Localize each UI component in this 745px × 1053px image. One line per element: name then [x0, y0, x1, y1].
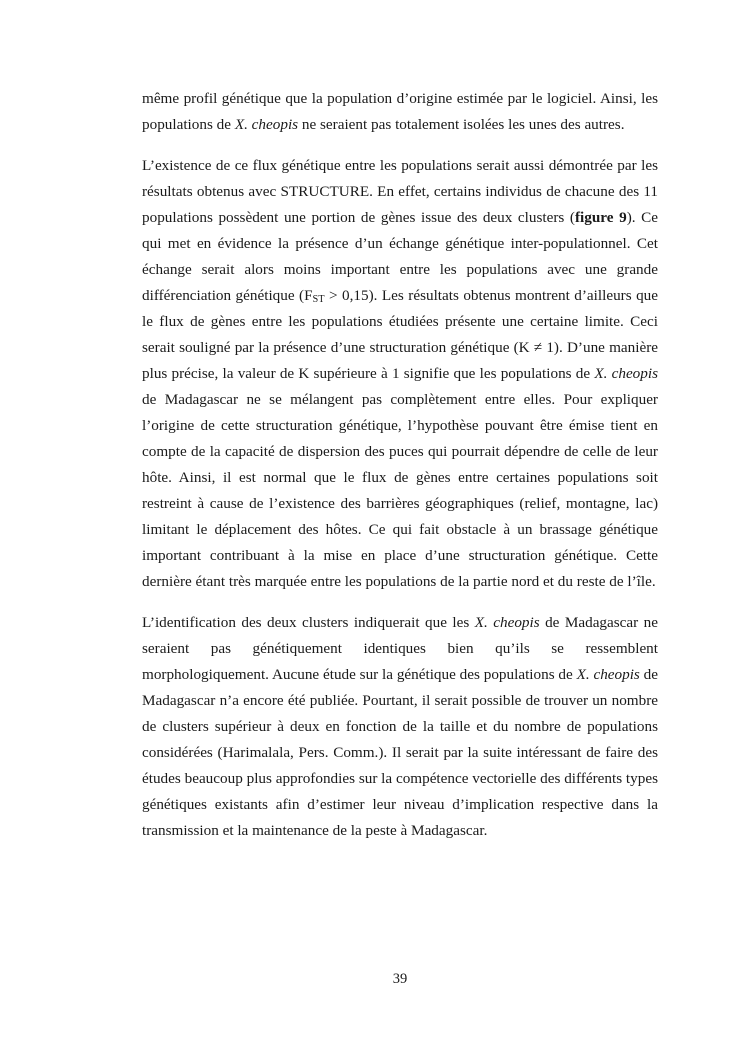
paragraph-2: L’existence de ce flux génétique entre les populations serait aussi démontrée par les résultats obtenus avec STRUCTURE. En effet, certains individus de chacune des 11 populations possèdent une portion de gènes issue des deux clusters (figure 9). Ce qui met en évidence la présence d’un échange génétique inter-populationnel. Cet échange serait alors moins important entre les populations avec une grande différenciation génétique $(F_{ST} > 0,15)$. Les résultats obtenus montrent d’ailleurs que le flux de gènes entre les populations étudiées présente une certaine limite. Ceci serait souligné par la présence d’une structuration génétique (K ≠ 1). D’une manière plus précise, la valeur de K supérieure à 1 signifie que les populations de X. cheopis de Madagascar ne se mélangent pas complètement entre elles. Pour expliquer l’origine de cette structuration génétique, l’hypothèse pouvant être émise tient en compte de la capacité de dispersion des puces qui pourrait dépendre de celle de leur hôte. Ainsi, il est normal que le flux de gènes entre certaines populations soit restreint à cause de l’existence des barrières géographiques (relief, montagne, lac) limitant le déplacement des hôtes. Ce qui fait obstacle à un brassage génétique important contribuant à la mise en place d’une structuration génétique. Cette dernière étant très marquée entre les populations de la partie nord et du reste de l’île. — [142, 157, 659, 590]
page-body-text — [142, 86, 658, 859]
page-footer — [142, 970, 658, 988]
paragraph-1: même profil génétique que la population d’origine estimée par le logiciel. Ainsi, les populations de X. cheopis ne seraient pas totalement isolées les unes des autres. — [142, 90, 658, 133]
paragraph-3: L’identification des deux clusters indiquerait que les X. cheopis de Madagascar ne seraient pas génétiquement identiques bien qu’ils se ressemblent morphologiquement. Aucune étude sur la génétique des populations de X. cheopis de Madagascar n’a encore été publiée. Pourtant, il serait possible de trouver un nombre de clusters supérieur à deux en fonction de la taille et du nombre de populations considérées (Harimalala, Pers. Comm.). Il serait par la suite intéressant de faire des études beaucoup plus approfondies sur la compétence vectorielle des différents types génétiques existants afin d’estimer leur niveau d’implication respective dans la transmission et la maintenance de la peste à Madagascar. — [142, 614, 658, 839]
page-number: 39 — [392, 971, 408, 987]
